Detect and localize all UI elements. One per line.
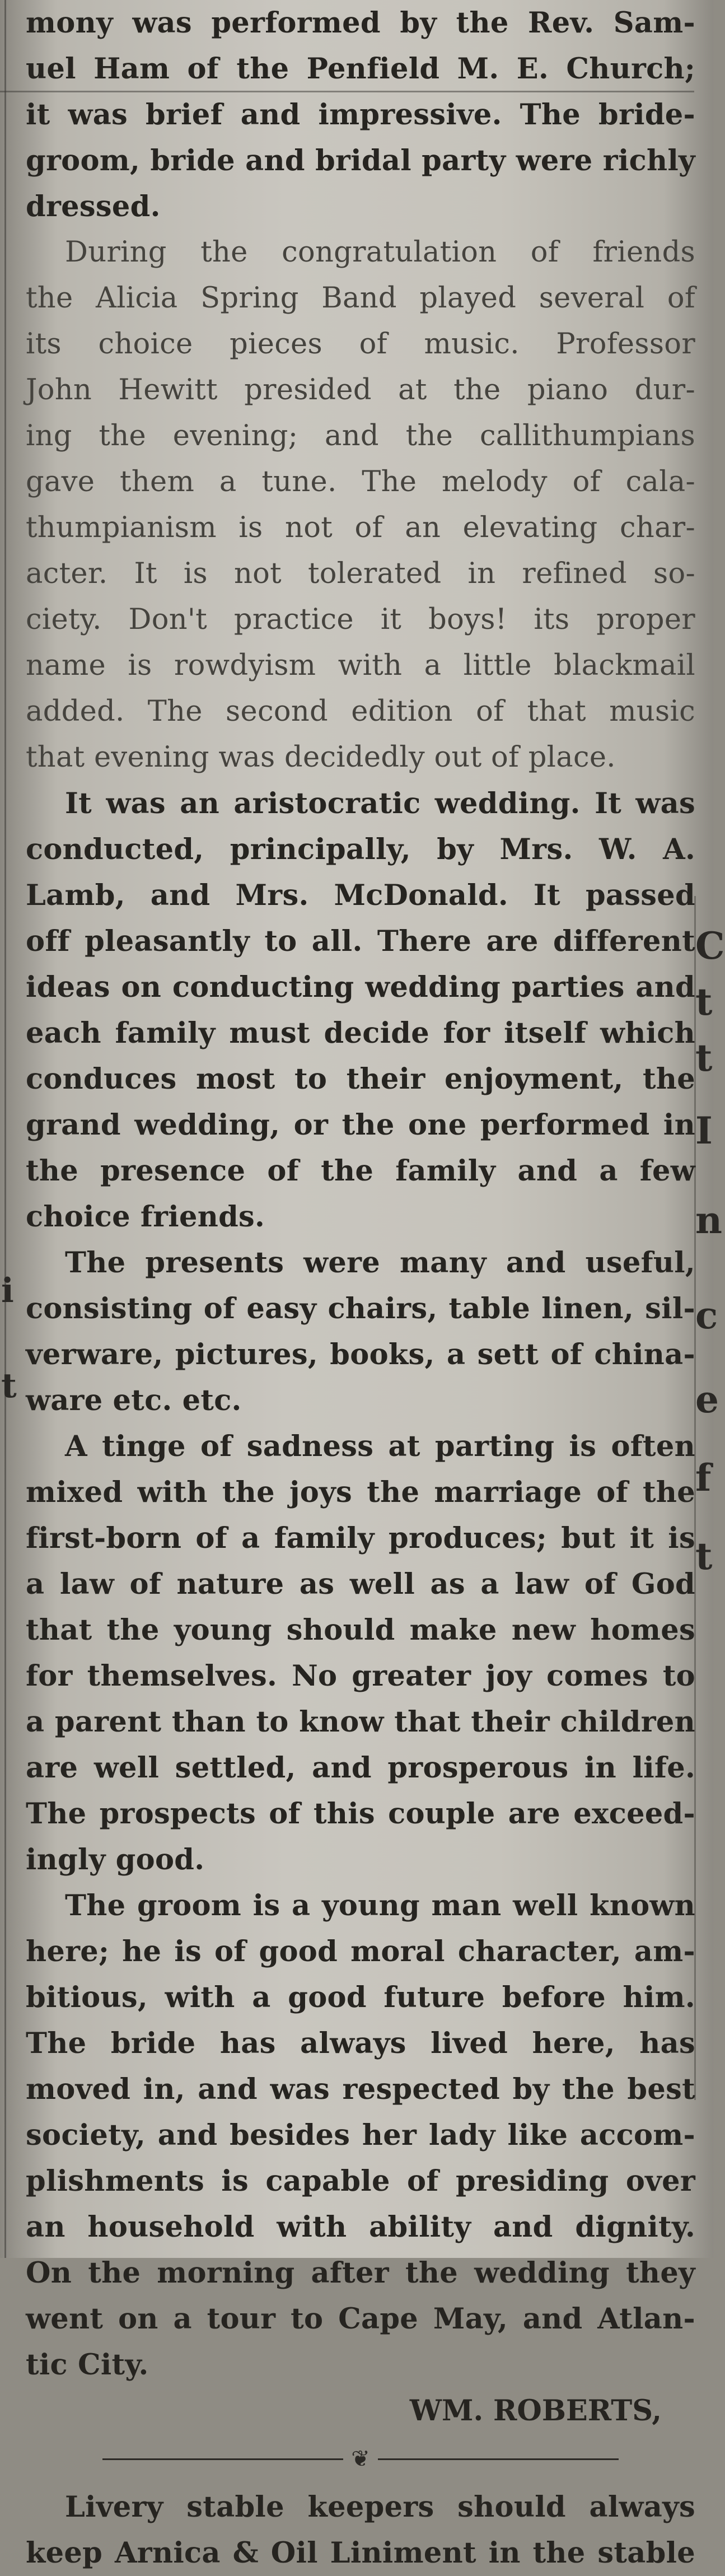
text-line: conduces most to their enjoyment, the [26, 1062, 695, 1096]
text-line: here; he is of good moral character, am- [26, 1935, 695, 1968]
text-line: it was brief and impressive. The bride- [26, 98, 695, 132]
text-line: added. The second edition of that music [26, 695, 695, 728]
text-line: the presence of the family and a few [26, 1154, 695, 1188]
text-line: that evening was decidedly out of place. [26, 741, 616, 774]
text-line: name is rowdyism with a little blackmail [26, 649, 695, 682]
left-margin-fragment: i [1, 1271, 14, 1310]
paragraph [26, 1424, 695, 1883]
text-line: each family must decide for itself which [26, 1016, 695, 1050]
text-line: first-born of a family produces; but it is [26, 1522, 695, 1555]
text-line: moved in, and was respected by the best [26, 2073, 695, 2106]
text-line: mony was performed by the Rev. Sam- [26, 6, 695, 40]
text-line: plishments is capable of presiding over [26, 2164, 695, 2198]
text-line: tic City. [26, 2348, 149, 2382]
text-line: off pleasantly to all. There are different [26, 925, 695, 958]
text-line: consisting of easy chairs, table linen, sil- [26, 1292, 695, 1326]
signature: WM. ROBERTS, [409, 2394, 662, 2428]
text-line: gave them a tune. The melody of cala- [26, 465, 695, 498]
text-line: dressed. [26, 190, 161, 223]
text-line: ing the evening; and the callithumpians [26, 419, 695, 452]
text-line: conducted, principally, by Mrs. W. A. [26, 833, 695, 866]
text-line: The groom is a young man well known [65, 1889, 695, 1922]
right-margin-fragment: t [695, 1036, 713, 1080]
text-line: During the congratulation of friends [65, 236, 695, 269]
text-line: The presents were many and useful, [65, 1246, 695, 1280]
left-margin-fragment: t [1, 1366, 17, 1406]
text-line: verware, pictures, books, a sett of china- [26, 1338, 695, 1371]
left-margin-fragments [0, 0, 22, 2258]
fleuron-icon: ❦ [351, 2446, 370, 2472]
right-margin-fragment: t [695, 980, 713, 1024]
text-line: for themselves. No greater joy comes to [26, 1659, 695, 1693]
text-line: an household with ability and dignity. [26, 2210, 695, 2244]
paragraph [26, 230, 695, 781]
article-body [26, 230, 695, 2388]
text-line: On the morning after the wedding they [26, 2256, 695, 2290]
text-line: The bride has always lived here, has [26, 2027, 695, 2060]
text-line: ingly good. [26, 1843, 205, 1877]
text-line: mixed with the joys the marriage of the [26, 1476, 695, 1509]
text-line: Lamb, and Mrs. McDonald. It passed [26, 879, 695, 912]
text-line: choice friends. [26, 1200, 265, 1234]
text-line: its choice pieces of music. Professor [26, 328, 695, 361]
text-line: groom, bride and bridal party were richly [26, 144, 695, 178]
text-line: grand wedding, or the one performed in [26, 1108, 695, 1142]
text-line: the Alicia Spring Band played several of [26, 282, 695, 315]
right-margin-fragments [694, 0, 725, 2258]
text-line: uel Ham of the Penfield M. E. Church; [26, 52, 695, 86]
text-line: bitious, with a good future before him. [26, 1981, 695, 2014]
text-line: thumpianism is not of an elevating char- [26, 511, 695, 544]
right-margin-fragment: e [695, 1378, 719, 1421]
text-line: a law of nature as well as a law of God [26, 1567, 695, 1601]
right-margin-fragment: I [695, 1109, 713, 1152]
text-line: are well settled, and prosperous in life. [26, 1751, 695, 1785]
text-line: that the young should make new homes [26, 1613, 695, 1647]
text-line: It was an aristocratic wedding. It was [65, 787, 695, 820]
next-item [26, 2484, 695, 2576]
right-margin-fragment: n [695, 1198, 722, 1242]
text-line: went on a tour to Cape May, and Atlan- [26, 2302, 695, 2336]
right-margin-fragment: c [695, 1294, 718, 1337]
text-line: ideas on conducting wedding parties and [26, 970, 695, 1004]
right-margin-fragment: C [695, 924, 725, 968]
divider-rule-right [378, 2458, 619, 2460]
text-line: ciety. Don't practice it boys! its proper [26, 603, 695, 636]
paragraph [26, 781, 695, 1240]
article-column [26, 0, 695, 2576]
article-intro [26, 0, 695, 230]
signature-row [26, 2388, 695, 2434]
text-line: John Hewitt presided at the piano dur- [26, 374, 695, 407]
text-line: ware etc. etc. [26, 1384, 242, 1417]
right-margin-fragment: f [695, 1456, 712, 1500]
paragraph [26, 1883, 695, 2388]
text-line: keep Arnica & Oil Liniment in the stable [26, 2536, 695, 2570]
text-line: acter. It is not tolerated in refined so- [26, 557, 695, 590]
text-line: a parent than to know that their children [26, 1705, 695, 1739]
right-margin-fragment: t [695, 1534, 713, 1578]
text-line: society, and besides her lady like accom- [26, 2118, 695, 2152]
paragraph [26, 1240, 695, 1424]
divider-rule-left [102, 2458, 343, 2460]
text-line: Livery stable keepers should always [65, 2490, 695, 2524]
text-line: The prospects of this couple are exceed- [26, 1797, 695, 1831]
ornamental-divider [26, 2434, 695, 2484]
text-line: A tinge of sadness at parting is often [65, 1430, 695, 1463]
